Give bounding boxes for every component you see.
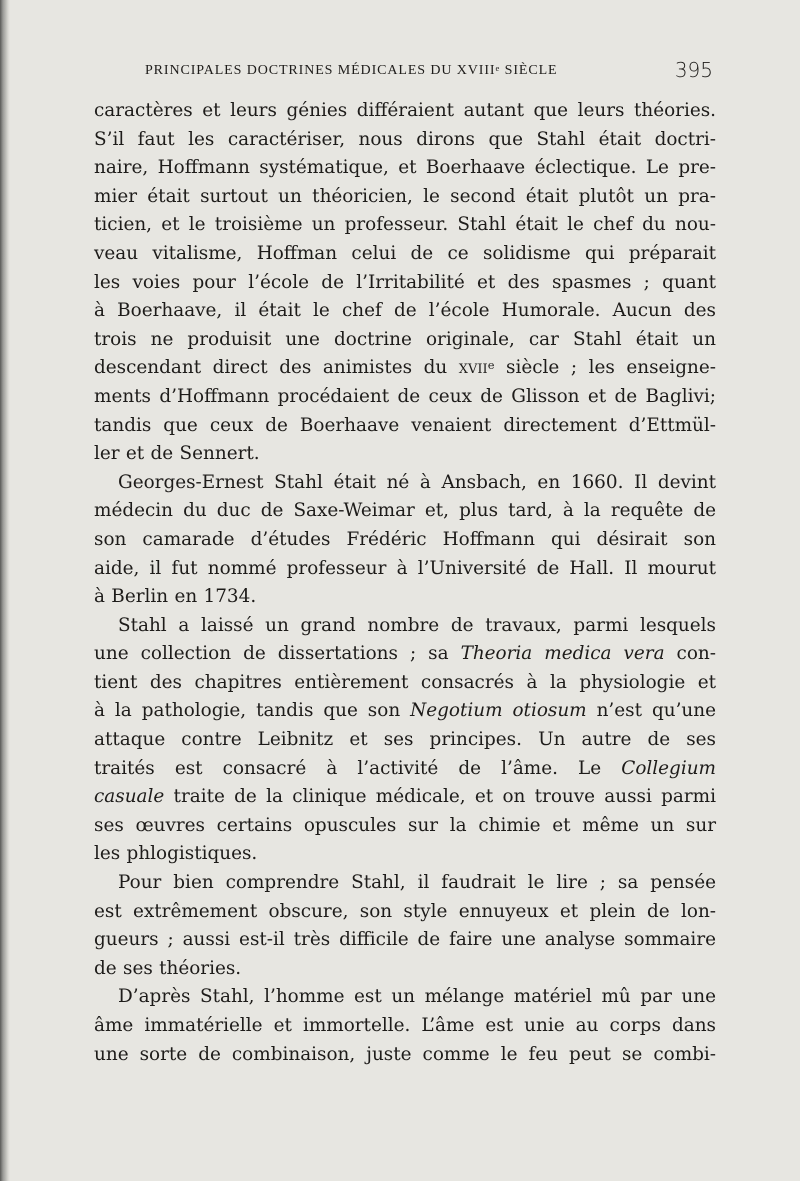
text-line — [94, 783, 716, 812]
page-number: 395 — [674, 58, 713, 82]
text-line: ments d’Hoffmann procédaient de ceux de Glisson et de Baglivi; — [94, 385, 716, 407]
running-head-superscript: e — [495, 62, 501, 73]
text-line: trois ne produisit une doctrine originale, car Stahl était un — [94, 328, 716, 350]
text-line: veau vitalisme, Hoffman celui de ce solidisme qui préparait — [94, 242, 716, 264]
text-line: Stahl a laissé un grand nombre de travaux, parmi lesquels — [118, 614, 716, 636]
text-line: S’il faut les caractériser, nous dirons que Stahl était doctri- — [94, 128, 716, 150]
text-segment: n’est qu’une — [586, 700, 716, 722]
text-line: âme immatérielle et immortelle. L’âme est unie au corps dans — [94, 1015, 716, 1036]
text-line: les voies pour l’école de l’Irritabilité et des spasmes ; quant — [94, 271, 716, 293]
text-line: médecin du duc de Saxe-Weimar et, plus tard, à la requête de — [94, 500, 716, 522]
running-head-text: PRINCIPALES DOCTRINES MÉDICALES DU XVIII — [145, 63, 496, 78]
text-line: Georges-Ernest Stahl était né à Ansbach, en 1660. Il devint — [118, 471, 716, 493]
text-line — [94, 697, 716, 726]
text-line: mier était surtout un théoricien, le second était plutôt un pra- — [94, 185, 716, 207]
text-line: D’après Stahl, l’homme est un mélange matériel mû par une — [118, 986, 716, 1008]
text-line: tient des chapitres entièrement consacrés à la physiologie et — [94, 671, 716, 693]
text-line: est extrêmement obscure, son style ennuyeux et plein de lon- — [94, 900, 716, 922]
century-numeral: xvii — [458, 357, 488, 379]
italic-title: Theoria medica vera — [460, 643, 665, 665]
text-line — [94, 354, 716, 383]
text-line — [94, 755, 716, 784]
text-line: Pour bien comprendre Stahl, il faudrait le lire ; sa pensée — [118, 872, 716, 894]
text-line — [94, 640, 716, 669]
text-line: caractères et leurs génies différaient autant que leurs théories. — [94, 100, 716, 121]
body-text — [94, 97, 716, 1069]
text-line: ler et de Sennert. — [94, 443, 260, 465]
text-line: aide, il fut nommé professeur à l’Université de Hall. Il mourut — [94, 557, 716, 579]
page-header — [145, 58, 713, 90]
text-line: ses œuvres certains opuscules sur la chimie et même un sur — [94, 814, 716, 836]
running-head-text-end: SIÈCLE — [500, 63, 558, 78]
text-line: de ses théories. — [94, 957, 242, 979]
text-segment: une collection de dissertations ; sa — [94, 643, 461, 665]
text-segment: traités est consacré à l’activité de l’âme. Le — [94, 757, 622, 779]
text-line: naire, Hoffmann systématique, et Boerhaave éclectique. Le pre- — [94, 157, 716, 179]
text-line: attaque contre Leibnitz et ses principes. Un autre de ses — [94, 729, 716, 751]
text-segment: à la pathologie, tandis que son — [94, 700, 411, 722]
superscript: e — [487, 358, 495, 373]
text-line: tandis que ceux de Boerhaave venaient directement d’Ettmül- — [94, 414, 716, 436]
text-line: une sorte de combinaison, juste comme le feu peut se combi- — [94, 1043, 716, 1065]
text-segment: descendant direct des animistes du — [94, 357, 459, 379]
running-head — [145, 63, 558, 79]
text-segment: traite de la clinique médicale, et on trouve aussi parmi — [164, 786, 716, 808]
text-segment: con- — [664, 643, 716, 665]
italic-title: Collegium — [621, 757, 716, 779]
text-line: les phlogistiques. — [94, 843, 258, 865]
text-line: à Boerhaave, il était le chef de l’école Humorale. Aucun des — [94, 300, 716, 322]
text-line: ticien, et le troisième un professeur. Stahl était le chef du nou- — [94, 214, 716, 236]
text-line: son camarade d’études Frédéric Hoffmann qui désirait son — [94, 528, 716, 550]
page-edge-shadow — [0, 0, 10, 1181]
text-segment: siècle ; les enseigne- — [494, 357, 716, 379]
italic-title: casuale — [94, 786, 165, 808]
text-line: gueurs ; aussi est-il très difficile de faire une analyse sommaire — [94, 929, 716, 951]
italic-title: Negotium otiosum — [410, 700, 587, 722]
text-line: à Berlin en 1734. — [94, 586, 257, 608]
